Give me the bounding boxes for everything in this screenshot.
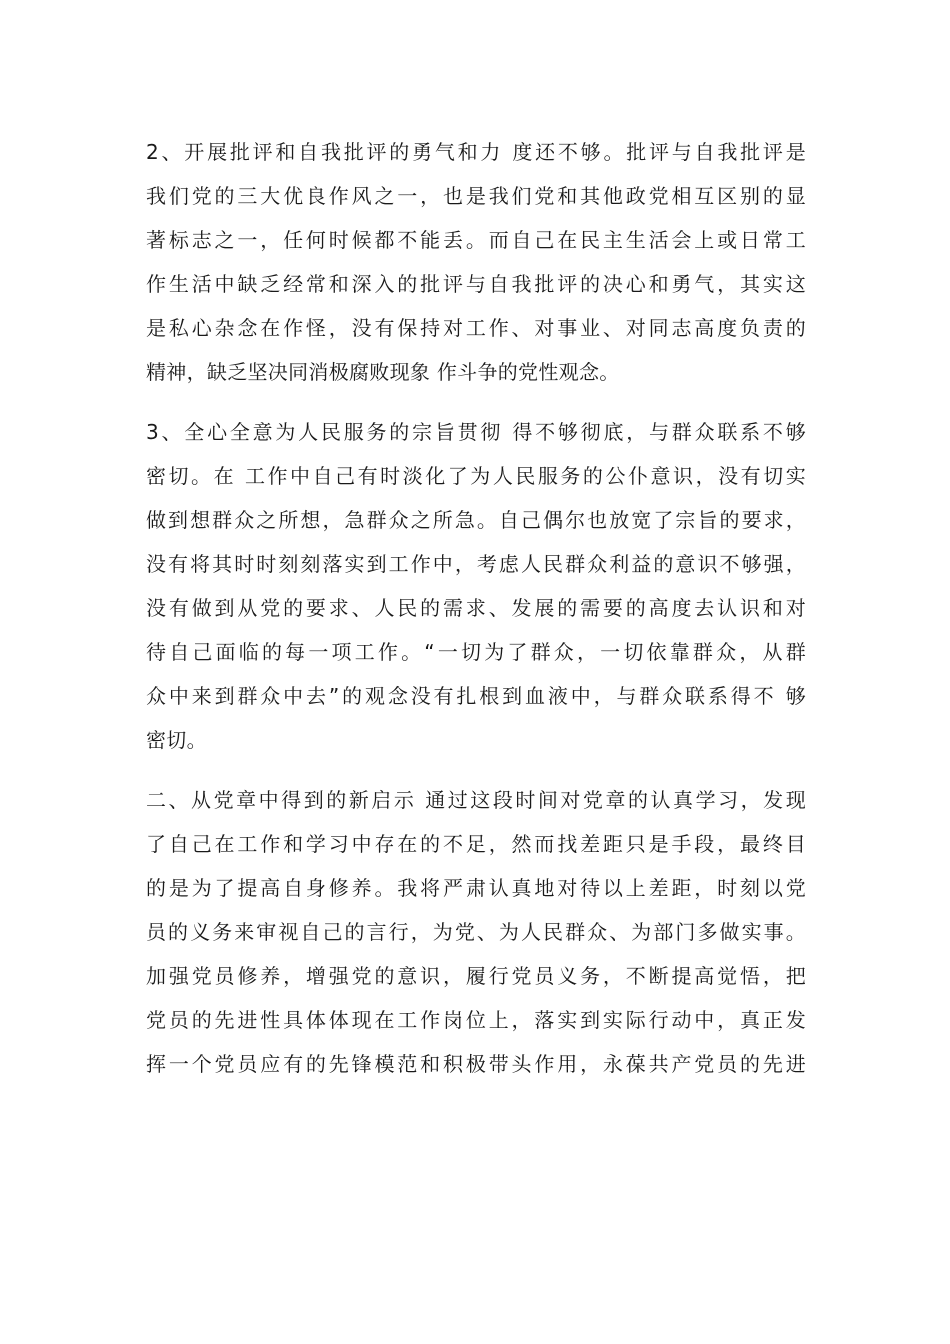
text-line: 作生活中缺乏经常和深入的批评与自我批评的决心和勇气，其实这 <box>146 272 806 296</box>
text-line: 没有将其时时刻刻落实到工作中，考虑人民群众利益的意识不够强， <box>146 552 806 576</box>
text-line: 待自己面临的每一项工作。“一切为了群众，一切依靠群众，从群 <box>146 640 806 664</box>
text-line: 挥一个党员应有的先锋模范和积极带头作用，永葆共产党员的先进 <box>146 1052 806 1076</box>
text-line: 员的义务来审视自己的言行，为党、为人民群众、为部门多做实事。 <box>146 920 806 944</box>
text-line: 众中来到群众中去”的观念没有扎根到血液中，与群众联系得不 够 <box>146 684 806 708</box>
paragraph-section-two <box>146 778 806 1086</box>
text-line: 党员的先进性具体体现在工作岗位上，落实到实际行动中，真正发 <box>146 1008 806 1032</box>
text-line: 2、开展批评和自我批评的勇气和力 度还不够。批评与自我批评是 <box>146 140 806 164</box>
paragraph-criticism <box>146 130 806 394</box>
text-line: 二、从党章中得到的新启示 通过这段时间对党章的认真学习，发现 <box>146 788 806 812</box>
paragraph-serving-people <box>146 410 806 762</box>
text-line: 3、全心全意为人民服务的宗旨贯彻 得不够彻底，与群众联系不够 <box>146 420 806 444</box>
text-line: 密切。 <box>146 728 207 752</box>
text-line: 的是为了提高自身修养。我将严肃认真地对待以上差距，时刻以党 <box>146 876 806 900</box>
text-line: 加强党员修养，增强党的意识，履行党员义务，不断提高觉悟，把 <box>146 964 806 988</box>
text-line: 了自己在工作和学习中存在的不足，然而找差距只是手段，最终目 <box>146 832 806 856</box>
text-line: 做到想群众之所想，急群众之所急。自己偶尔也放宽了宗旨的要求， <box>146 508 806 532</box>
text-line: 密切。在 工作中自己有时淡化了为人民服务的公仆意识，没有切实 <box>146 464 806 488</box>
text-line: 著标志之一，任何时候都不能丢。而自己在民主生活会上或日常工 <box>146 228 806 252</box>
text-line: 精神，缺乏坚决同消极腐败现象 作斗争的党性观念。 <box>146 360 620 384</box>
text-line: 是私心杂念在作怪，没有保持对工作、对事业、对同志高度负责的 <box>146 316 806 340</box>
document-body <box>146 130 806 1102</box>
text-line: 我们党的三大优良作风之一，也是我们党和其他政党相互区别的显 <box>146 184 806 208</box>
text-line: 没有做到从党的要求、人民的需求、发展的需要的高度去认识和对 <box>146 596 806 620</box>
